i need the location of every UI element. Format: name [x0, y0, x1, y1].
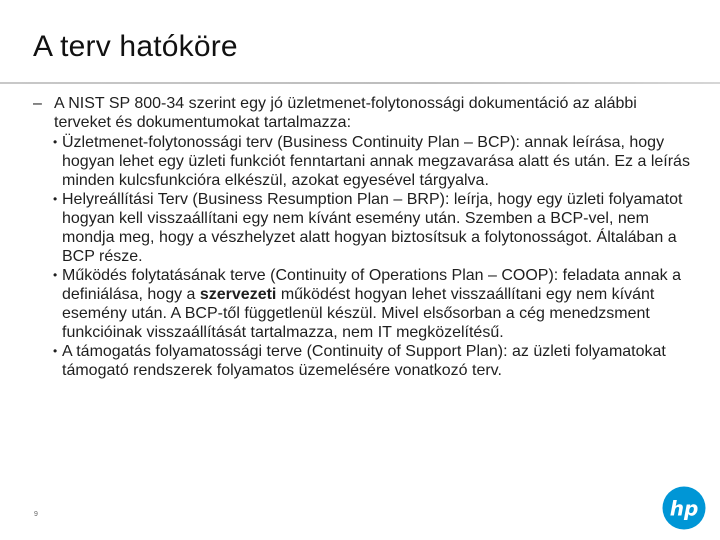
slide-body: [33, 94, 693, 380]
bullet-icon: •: [53, 268, 58, 282]
intro-paragraph: [33, 94, 693, 132]
list-item-text: Üzletmenet-folytonossági terv (Business Continuity Plan – BCP): annak leírása, hogy hogyan lehet egy üzleti funkciót fenntartani annak megzavarása alatt és után. Ez a leírás minden kulcsfunkcióra elkészül, azokat egyesével tárgyalva.: [62, 134, 690, 189]
list-item-text: A támogatás folyamatossági terve (Continuity of Support Plan): az üzleti folyamatokat támogató rendszerek folyamatos üzemelésére vonatkozó terv.: [62, 343, 666, 379]
bullet-icon: •: [53, 344, 58, 358]
dash-marker: –: [33, 95, 42, 112]
list-item-text: Helyreállítási Terv (Business Resumption Plan – BRP): leírja, hogy egy üzleti folyamatot hogyan kell visszaállítani egy nem kívánt esemény után. Szemben a BCP-vel, nem mondja meg, hogy a vészhelyzet alatt hogyan biztosítsuk a folytonosságot. Általában a BCP része.: [62, 191, 683, 265]
list-item-text: Működés folytatásának terve (Continuity of Operations Plan – COOP): feladata annak a definiálása, hogy a szervezeti működést hogyan lehet visszaállítani egy nem kívánt esemény után. A BCP-től függetlenül készül. Mivel elsősorban a cég menedzsment funkcióinak visszaállítását tartalmazza, nem IT megközelítésű.: [62, 267, 681, 341]
list-item: [53, 342, 693, 380]
title-divider: [0, 82, 720, 84]
list-item: [53, 133, 693, 190]
hp-logo-text: hp: [669, 496, 699, 521]
bullet-icon: •: [53, 192, 58, 206]
page-number: 9: [34, 511, 38, 518]
bullet-icon: •: [53, 135, 58, 149]
intro-text: A NIST SP 800-34 szerint egy jó üzletmenet-folytonossági dokumentáció az alábbi terveket és dokumentumokat tartalmazza:: [54, 95, 637, 131]
list-item: [53, 190, 693, 266]
hp-logo-icon: [662, 486, 706, 530]
slide-title: A terv hatóköre: [33, 30, 238, 63]
list-item: [53, 266, 693, 342]
plan-list: [53, 133, 693, 380]
